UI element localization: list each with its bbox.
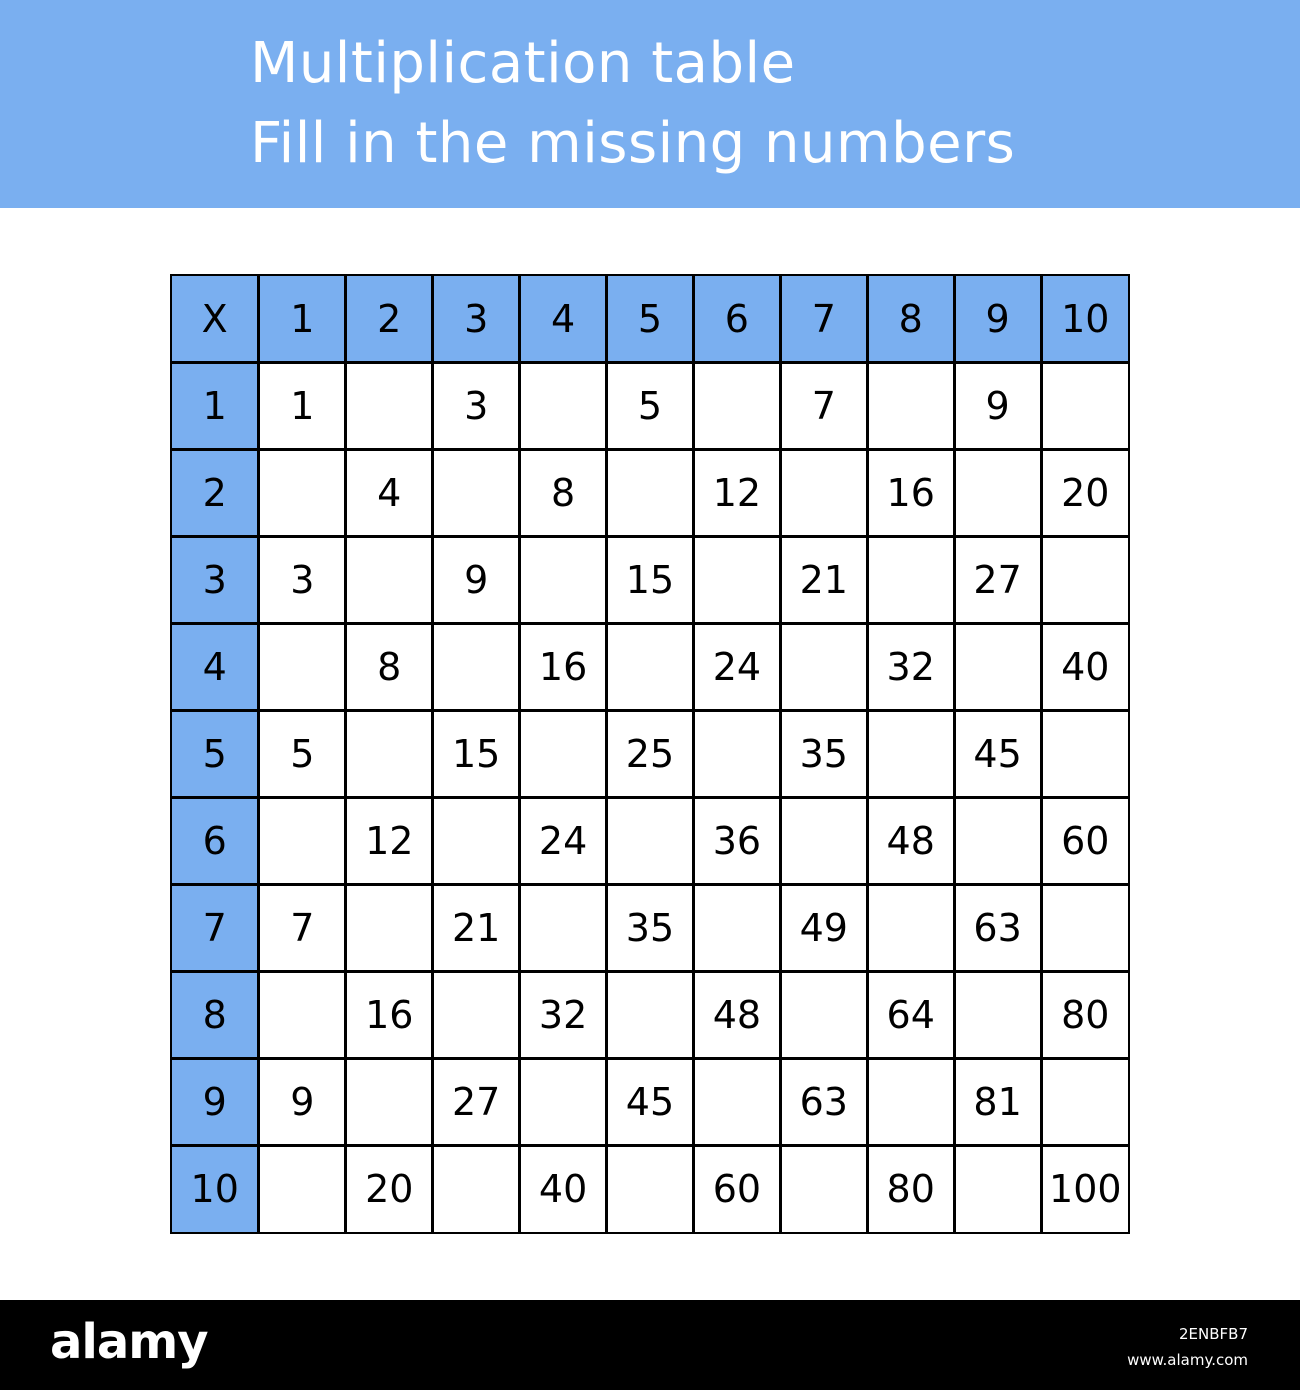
blank-cell[interactable] — [607, 1145, 694, 1232]
product-cell: 32 — [867, 624, 954, 711]
column-header-8: 8 — [867, 276, 954, 363]
blank-cell[interactable] — [259, 450, 346, 537]
product-cell: 20 — [346, 1145, 433, 1232]
image-id: 2ENBFB7 — [1179, 1325, 1248, 1343]
product-cell: 25 — [607, 711, 694, 798]
product-cell: 15 — [433, 711, 520, 798]
blank-cell[interactable] — [780, 624, 867, 711]
product-cell: 9 — [433, 537, 520, 624]
blank-cell[interactable] — [346, 363, 433, 450]
product-cell: 21 — [433, 884, 520, 971]
blank-cell[interactable] — [433, 450, 520, 537]
blank-cell[interactable] — [693, 363, 780, 450]
column-header-4: 4 — [520, 276, 607, 363]
blank-cell[interactable] — [520, 711, 607, 798]
row-header-10: 10 — [172, 1145, 259, 1232]
row-header-8: 8 — [172, 971, 259, 1058]
row-header-5: 5 — [172, 711, 259, 798]
blank-cell[interactable] — [1041, 1058, 1128, 1145]
table-row — [172, 537, 1128, 624]
blank-cell[interactable] — [607, 450, 694, 537]
corner-cell: X — [172, 276, 259, 363]
blank-cell[interactable] — [259, 1145, 346, 1232]
table-row — [172, 797, 1128, 884]
blank-cell[interactable] — [867, 537, 954, 624]
product-cell: 1 — [259, 363, 346, 450]
table-row — [172, 884, 1128, 971]
column-header-1: 1 — [259, 276, 346, 363]
table-row — [172, 624, 1128, 711]
brand-logo: alamy — [50, 1314, 208, 1370]
column-header-3: 3 — [433, 276, 520, 363]
table-row — [172, 450, 1128, 537]
blank-cell[interactable] — [346, 884, 433, 971]
blank-cell[interactable] — [867, 884, 954, 971]
blank-cell[interactable] — [954, 1145, 1041, 1232]
product-cell: 5 — [259, 711, 346, 798]
product-cell: 45 — [607, 1058, 694, 1145]
row-header-7: 7 — [172, 884, 259, 971]
blank-cell[interactable] — [346, 711, 433, 798]
row-header-3: 3 — [172, 537, 259, 624]
column-header-7: 7 — [780, 276, 867, 363]
product-cell: 12 — [346, 797, 433, 884]
blank-cell[interactable] — [867, 711, 954, 798]
blank-cell[interactable] — [346, 537, 433, 624]
blank-cell[interactable] — [780, 1145, 867, 1232]
product-cell: 63 — [954, 884, 1041, 971]
blank-cell[interactable] — [520, 537, 607, 624]
page-subtitle: Fill in the missing numbers — [250, 111, 1016, 176]
product-cell: 16 — [867, 450, 954, 537]
product-cell: 63 — [780, 1058, 867, 1145]
row-header-2: 2 — [172, 450, 259, 537]
table-row — [172, 1058, 1128, 1145]
product-cell: 40 — [520, 1145, 607, 1232]
row-header-1: 1 — [172, 363, 259, 450]
product-cell: 81 — [954, 1058, 1041, 1145]
product-cell: 8 — [520, 450, 607, 537]
table-row — [172, 711, 1128, 798]
product-cell: 45 — [954, 711, 1041, 798]
table-row — [172, 1145, 1128, 1232]
product-cell: 60 — [693, 1145, 780, 1232]
blank-cell[interactable] — [1041, 537, 1128, 624]
footer-bar — [0, 1300, 1300, 1390]
product-cell: 80 — [1041, 971, 1128, 1058]
blank-cell[interactable] — [1041, 711, 1128, 798]
table-row — [172, 363, 1128, 450]
blank-cell[interactable] — [607, 624, 694, 711]
blank-cell[interactable] — [1041, 884, 1128, 971]
blank-cell[interactable] — [520, 884, 607, 971]
product-cell: 100 — [1041, 1145, 1128, 1232]
product-cell: 80 — [867, 1145, 954, 1232]
product-cell: 24 — [693, 624, 780, 711]
product-cell: 16 — [520, 624, 607, 711]
image-credit — [1127, 1322, 1248, 1373]
product-cell: 60 — [1041, 797, 1128, 884]
column-header-9: 9 — [954, 276, 1041, 363]
blank-cell[interactable] — [520, 1058, 607, 1145]
product-cell: 48 — [867, 797, 954, 884]
blank-cell[interactable] — [867, 363, 954, 450]
product-cell: 5 — [607, 363, 694, 450]
blank-cell[interactable] — [433, 797, 520, 884]
product-cell: 48 — [693, 971, 780, 1058]
product-cell: 35 — [607, 884, 694, 971]
product-cell: 49 — [780, 884, 867, 971]
product-cell: 32 — [520, 971, 607, 1058]
blank-cell[interactable] — [693, 537, 780, 624]
blank-cell[interactable] — [867, 1058, 954, 1145]
product-cell: 3 — [433, 363, 520, 450]
product-cell: 40 — [1041, 624, 1128, 711]
blank-cell[interactable] — [693, 884, 780, 971]
blank-cell[interactable] — [954, 450, 1041, 537]
product-cell: 16 — [346, 971, 433, 1058]
multiplication-grid — [170, 274, 1130, 1234]
blank-cell[interactable] — [1041, 363, 1128, 450]
column-header-6: 6 — [693, 276, 780, 363]
product-cell: 64 — [867, 971, 954, 1058]
blank-cell[interactable] — [259, 971, 346, 1058]
product-cell: 15 — [607, 537, 694, 624]
product-cell: 27 — [433, 1058, 520, 1145]
product-cell: 3 — [259, 537, 346, 624]
site-url: www.alamy.com — [1127, 1350, 1248, 1369]
multiplication-table — [172, 276, 1128, 1232]
page-title: Multiplication table — [250, 31, 796, 96]
row-header-6: 6 — [172, 797, 259, 884]
product-cell: 36 — [693, 797, 780, 884]
column-header-10: 10 — [1041, 276, 1128, 363]
blank-cell[interactable] — [520, 363, 607, 450]
blank-cell[interactable] — [259, 797, 346, 884]
blank-cell[interactable] — [433, 971, 520, 1058]
product-cell: 24 — [520, 797, 607, 884]
product-cell: 20 — [1041, 450, 1128, 537]
row-header-9: 9 — [172, 1058, 259, 1145]
blank-cell[interactable] — [259, 624, 346, 711]
product-cell: 7 — [780, 363, 867, 450]
product-cell: 9 — [259, 1058, 346, 1145]
blank-cell[interactable] — [693, 1058, 780, 1145]
blank-cell[interactable] — [607, 971, 694, 1058]
blank-cell[interactable] — [607, 797, 694, 884]
product-cell: 8 — [346, 624, 433, 711]
blank-cell[interactable] — [780, 797, 867, 884]
product-cell: 7 — [259, 884, 346, 971]
product-cell: 12 — [693, 450, 780, 537]
title-banner — [0, 0, 1300, 208]
blank-cell[interactable] — [433, 624, 520, 711]
product-cell: 35 — [780, 711, 867, 798]
table-row — [172, 971, 1128, 1058]
blank-cell[interactable] — [780, 971, 867, 1058]
product-cell: 4 — [346, 450, 433, 537]
blank-cell[interactable] — [780, 450, 867, 537]
blank-cell[interactable] — [954, 971, 1041, 1058]
product-cell: 21 — [780, 537, 867, 624]
column-header-2: 2 — [346, 276, 433, 363]
blank-cell[interactable] — [433, 1145, 520, 1232]
column-header-5: 5 — [607, 276, 694, 363]
column-header-row — [172, 276, 1128, 363]
blank-cell[interactable] — [954, 624, 1041, 711]
blank-cell[interactable] — [954, 797, 1041, 884]
blank-cell[interactable] — [346, 1058, 433, 1145]
row-header-4: 4 — [172, 624, 259, 711]
product-cell: 27 — [954, 537, 1041, 624]
blank-cell[interactable] — [693, 711, 780, 798]
product-cell: 9 — [954, 363, 1041, 450]
